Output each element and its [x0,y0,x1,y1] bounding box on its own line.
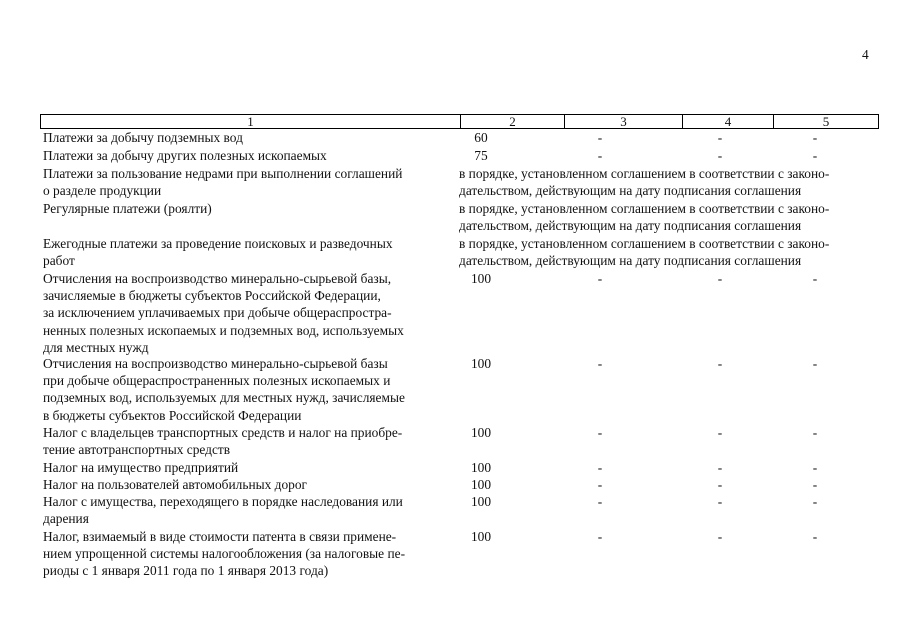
row-name-line: о разделе продукции [43,183,162,199]
row-value-c2: 100 [470,271,492,286]
row-name-line: Отчисления на воспроизводство минерально-сырьевой базы [43,356,388,371]
row-name-line: Налог на имущество предприятий [43,460,239,475]
row-value-c3: - [597,529,603,544]
row-name-line: Регулярные платежи (роялти) [43,201,212,216]
row-value-c5: - [812,130,818,145]
row-name-line: ненных полезных ископаемых и подземных вод, используемых [43,322,404,338]
row-value-c4: - [717,477,723,492]
row-name-line: Отчисления на воспроизводство минерально-сырьевой базы, [43,271,392,286]
row-note-line: дательством, действующим на дату подписания соглашения [459,183,802,199]
row-value-c2: 100 [470,477,492,492]
row-name-line: Налог с владельцев транспортных средств и налог на приобре- [43,425,403,440]
row-name-line: Платежи за пользование недрами при выполнении соглашений [43,166,403,181]
row-value-c5: - [812,148,818,163]
row-note [459,165,879,199]
row-name-line: Налог с имущества, переходящего в порядке наследования или [43,494,403,509]
row-value-c2: 100 [470,529,492,544]
row-name-line: нием упрощенной системы налогообложения (за налоговые пе- [43,546,406,562]
row-name [43,459,448,476]
row-name-line: Налог на пользователей автомобильных дорог [43,477,308,492]
row-name [43,476,448,493]
header-col-2: 2 [509,114,516,129]
row-note-line: в порядке, установленном соглашением в соответствии с законо- [459,166,830,181]
row-value-c4: - [717,271,723,286]
header-col-3: 3 [620,114,627,129]
row-name-line: за исключением уплачиваемых при добыче общераспростра- [43,305,392,321]
row-value-c2: 100 [470,460,492,475]
row-name-line: тение автотранспортных средств [43,442,231,458]
row-note-line: в порядке, установленном соглашением в соответствии с законо- [459,201,830,216]
row-value-c2: 100 [470,425,492,440]
row-value-c5: - [812,494,818,509]
row-name-line: Платежи за добычу других полезных ископаемых [43,148,327,163]
row-value-c5: - [812,477,818,492]
row-value-c5: - [812,529,818,544]
row-name-line: подземных вод, используемых для местных нужд, зачисляемые [43,390,405,406]
row-name [43,165,448,199]
row-name [43,147,448,164]
row-name-line: дарения [43,511,89,527]
row-value-c2: 60 [474,130,488,145]
row-value-c4: - [717,356,723,371]
row-value-c4: - [717,460,723,475]
row-value-c3: - [597,460,603,475]
row-value-c4: - [717,148,723,163]
row-value-c3: - [597,130,603,145]
header-col-5: 5 [822,114,830,129]
row-name [43,424,448,458]
row-name [43,235,448,269]
row-name [43,129,448,146]
row-note [459,235,879,269]
row-value-c5: - [812,356,818,371]
row-value-c5: - [812,425,818,440]
row-name [43,200,448,217]
table-header [40,114,879,129]
row-value-c5: - [812,460,818,475]
row-value-c5: - [812,271,818,286]
row-name [43,270,448,356]
row-value-c3: - [597,356,603,371]
row-value-c2: 75 [474,148,488,163]
row-name-line: зачисляемые в бюджеты субъектов Российской Федерации, [43,288,381,304]
row-value-c3: - [597,477,603,492]
header-col-1: 1 [247,114,254,129]
row-value-c4: - [717,529,723,544]
row-name [43,355,448,424]
row-value-c4: - [717,425,723,440]
row-note-line: в порядке, установленном соглашением в соответствии с законо- [459,236,830,251]
row-note-line: дательством, действующим на дату подписания соглашения [459,253,802,269]
row-value-c2: 100 [470,356,492,371]
row-name-line: работ [43,253,75,269]
row-value-c4: - [717,494,723,509]
row-name [43,528,448,580]
row-value-c3: - [597,494,603,509]
row-value-c3: - [597,148,603,163]
row-name-line: при добыче общераспространенных полезных ископаемых и [43,373,391,389]
row-note-line: дательством, действующим на дату подписания соглашения [459,218,802,234]
page-number: 4 [862,47,869,62]
row-name-line: риоды с 1 января 2011 года по 1 января 2013 года) [43,563,329,579]
row-value-c4: - [717,130,723,145]
row-name-line: в бюджеты субъектов Российской Федерации [43,407,302,423]
row-note [459,200,879,234]
row-name [43,493,448,527]
row-value-c3: - [597,425,603,440]
row-name-line: Ежегодные платежи за проведение поисковых и разведочных [43,236,393,251]
header-col-4: 4 [724,114,732,129]
row-name-line: Платежи за добычу подземных вод [43,130,243,145]
row-name-line: Налог, взимаемый в виде стоимости патента в связи примене- [43,529,397,544]
row-name-line: для местных нужд [43,339,149,355]
row-value-c3: - [597,271,603,286]
row-value-c2: 100 [470,494,492,509]
